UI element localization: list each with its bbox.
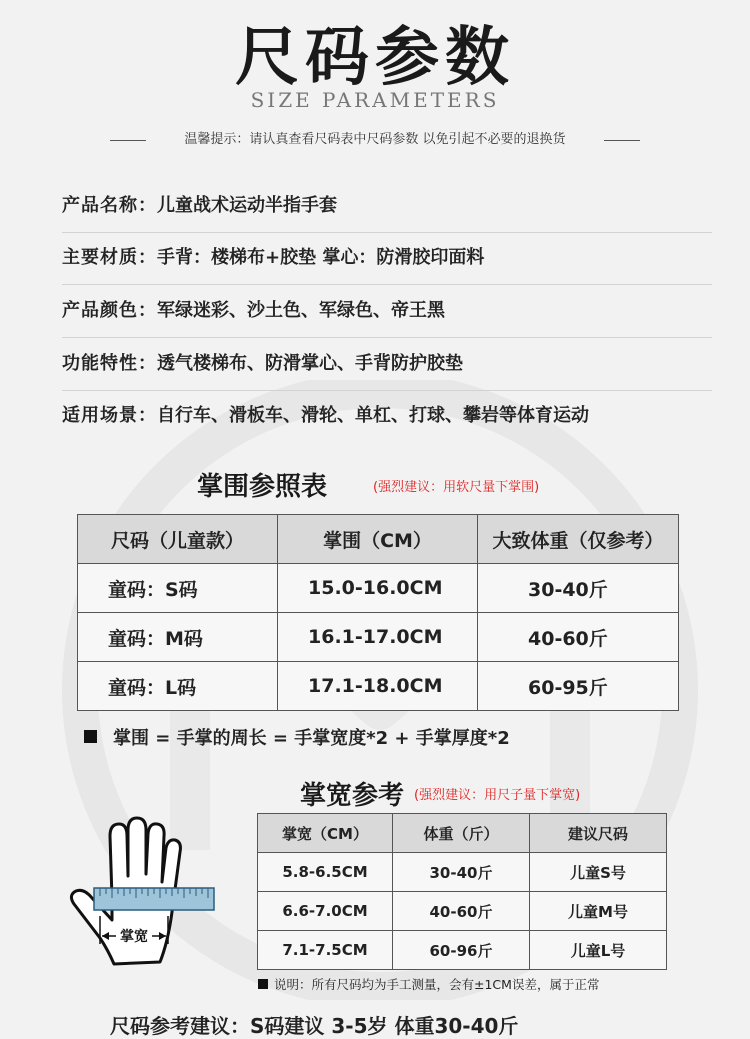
palm-formula xyxy=(84,724,510,750)
table-row xyxy=(78,613,679,662)
table-cell: 童码：M码 xyxy=(78,613,278,662)
info-value: 儿童战术运动半指手套 xyxy=(157,195,337,216)
tip-line xyxy=(110,130,640,152)
palm-size-table xyxy=(77,514,679,711)
footnote-text: 说明：所有尺码均为手工测量，会有±1CM误差，属于正常 xyxy=(274,977,600,992)
tip-text: 温馨提示：请认真查看尺码表中尺码参数 以免引起不必要的退换货 xyxy=(184,132,566,147)
info-value: 军绿迷彩、沙土色、军绿色、帝王黑 xyxy=(157,300,445,321)
table-cell: 童码：L码 xyxy=(78,662,278,711)
table-row xyxy=(258,892,667,931)
info-label: 功能特性： xyxy=(62,353,157,374)
hand-width-label: 掌宽 xyxy=(120,929,148,945)
bullet-square-icon xyxy=(258,979,268,989)
table-cell: 儿童M号 xyxy=(530,892,667,931)
info-label: 适用场景： xyxy=(62,405,157,426)
column-header: 掌围（CM） xyxy=(278,515,478,564)
table-cell: 60-95斤 xyxy=(478,662,679,711)
table-cell: 30-40斤 xyxy=(478,564,679,613)
formula-text: 掌围 = 手掌的周长 = 手掌宽度*2 + 手掌厚度*2 xyxy=(113,728,510,749)
column-header: 体重（斤） xyxy=(393,814,530,853)
table-cell: 60-96斤 xyxy=(393,931,530,970)
table-cell: 7.1-7.5CM xyxy=(258,931,393,970)
table-cell: 40-60斤 xyxy=(478,613,679,662)
palm-chart-title: 掌围参照表 xyxy=(197,472,328,502)
table-cell: 5.8-6.5CM xyxy=(258,853,393,892)
bullet-square-icon xyxy=(84,730,97,743)
table-row xyxy=(258,931,667,970)
table-cell: 儿童L号 xyxy=(530,931,667,970)
column-header: 建议尺码 xyxy=(530,814,667,853)
info-label: 产品颜色： xyxy=(62,300,157,321)
table-cell: 儿童S号 xyxy=(530,853,667,892)
bottom-cut-text: 尺码参考建议：S码建议 3-5岁 体重30-40斤 xyxy=(110,1014,519,1038)
column-header: 大致体重（仅参考） xyxy=(478,515,679,564)
table-row xyxy=(78,564,679,613)
table-cell: 15.0-16.0CM xyxy=(278,564,478,613)
table-cell: 16.1-17.0CM xyxy=(278,613,478,662)
width-chart-note: (强烈建议：用尺子量下掌宽) xyxy=(414,788,581,803)
column-header: 掌宽（CM） xyxy=(258,814,393,853)
table-cell: 童码：S码 xyxy=(78,564,278,613)
info-label: 主要材质： xyxy=(62,247,157,268)
table-header-row xyxy=(78,515,679,564)
hand-measure-icon xyxy=(64,812,224,972)
measurement-footnote xyxy=(258,975,599,993)
info-row-product-name xyxy=(62,180,712,233)
palm-width-table xyxy=(257,813,667,970)
page-title: 尺码参数 xyxy=(235,20,515,95)
table-cell: 30-40斤 xyxy=(393,853,530,892)
info-value: 手背：楼梯布+胶垫 掌心：防滑胶印面料 xyxy=(157,247,485,268)
info-value: 透气楼梯布、防滑掌心、手背防护胶垫 xyxy=(157,353,463,374)
table-row xyxy=(258,853,667,892)
info-row-colors xyxy=(62,285,712,338)
page-subtitle: SIZE PARAMETERS xyxy=(250,88,500,112)
info-row-features xyxy=(62,338,712,391)
table-cell: 17.1-18.0CM xyxy=(278,662,478,711)
table-cell: 40-60斤 xyxy=(393,892,530,931)
table-row xyxy=(78,662,679,711)
info-label: 产品名称： xyxy=(62,195,157,216)
table-cell: 6.6-7.0CM xyxy=(258,892,393,931)
column-header: 尺码（儿童款） xyxy=(78,515,278,564)
width-chart-title: 掌宽参考 xyxy=(300,781,405,811)
palm-chart-note: (强烈建议：用软尺量下掌围) xyxy=(373,480,540,495)
table-header-row xyxy=(258,814,667,853)
info-value: 自行车、滑板车、滑轮、单杠、打球、攀岩等体育运动 xyxy=(157,405,589,426)
info-row-scenarios xyxy=(62,390,712,442)
info-row-material xyxy=(62,232,712,285)
